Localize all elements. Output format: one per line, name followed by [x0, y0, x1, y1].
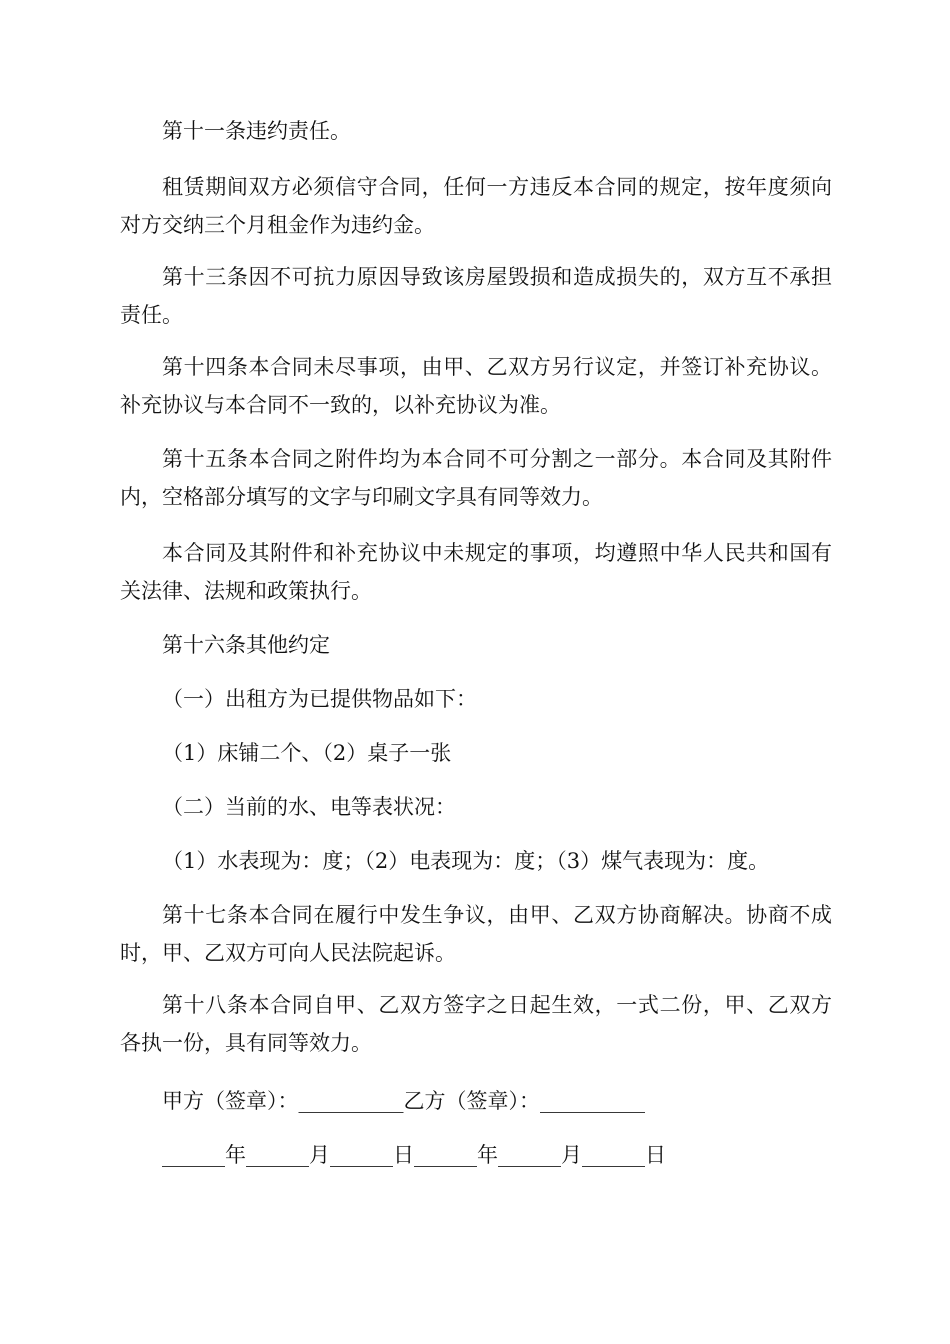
- paragraph-article-14: 第十四条本合同未尽事项，由甲、乙双方另行议定，并签订补充协议。补充协议与本合同不一致的，以补充协议为准。: [120, 355, 832, 417]
- paragraph-meter-status-heading: （二）当前的水、电等表状况：: [162, 795, 456, 819]
- paragraph-provided-items-list: （1）床铺二个、（2）桌子一张: [162, 741, 452, 765]
- paragraph-meter-readings: （1）水表现为：度；（2）电表现为：度；（3）煤气表现为：度。: [162, 849, 770, 873]
- paragraph-breach-liability: 租赁期间双方必须信守合同，任何一方违反本合同的规定，按年度须向对方交纳三个月租金作为违约金。: [120, 175, 832, 237]
- signature-line: 甲方（签章）：__________乙方（签章）：__________: [162, 1089, 645, 1113]
- paragraph-article-18: 第十八条本合同自甲、乙双方签字之日起生效，一式二份，甲、乙双方各执一份，具有同等效力。: [120, 993, 832, 1055]
- paragraph-article-16-title: 第十六条其他约定: [162, 633, 330, 657]
- paragraph-provided-items-heading: （一）出租方为已提供物品如下：: [162, 687, 477, 711]
- paragraph-article-11-title: 第十一条违约责任。: [162, 119, 351, 143]
- date-line: ______年______月______日______年______月______日: [162, 1143, 666, 1167]
- paragraph-legal-compliance: 本合同及其附件和补充协议中未规定的事项，均遵照中华人民共和国有关法律、法规和政策执行。: [120, 541, 832, 603]
- paragraph-article-17: 第十七条本合同在履行中发生争议，由甲、乙双方协商解决。协商不成时，甲、乙双方可向人民法院起诉。: [120, 903, 832, 965]
- paragraph-article-15: 第十五条本合同之附件均为本合同不可分割之一部分。本合同及其附件内，空格部分填写的文字与印刷文字具有同等效力。: [120, 447, 832, 509]
- paragraph-article-13: 第十三条因不可抗力原因导致该房屋毁损和造成损失的，双方互不承担责任。: [120, 265, 832, 327]
